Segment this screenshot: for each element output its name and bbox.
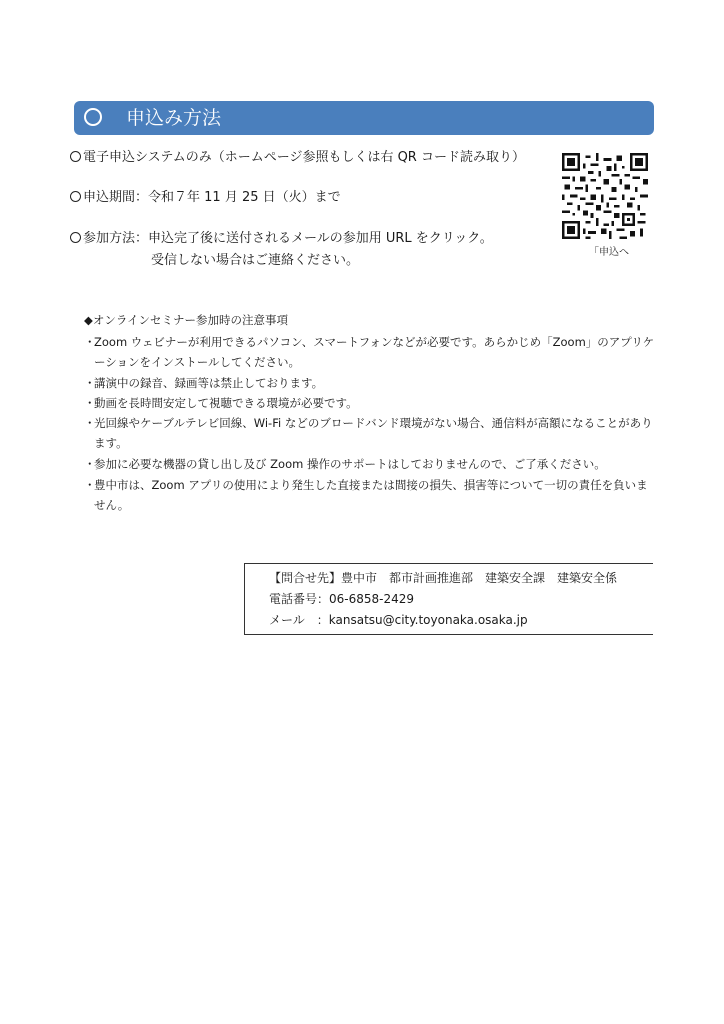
period-label: 申込期間： xyxy=(83,190,149,205)
list-item xyxy=(84,475,656,515)
apply-system-text: 電子申込システムのみ（ホームページ参照もしくは右 QR コード読み取り） xyxy=(83,150,525,165)
list-item xyxy=(84,393,656,413)
list-item-text: 講演中の録音、録画等は禁止しております。 xyxy=(94,376,324,390)
method-text-line1: 申込完了後に送付されるメールの参加用 URL をクリック。 xyxy=(148,231,493,246)
qr-caption: 「申込へ xyxy=(589,247,629,258)
period-value: 令和７年 11 月 25 日（火）まで xyxy=(148,190,341,205)
contact-box xyxy=(244,563,653,635)
list-item xyxy=(84,332,656,372)
section-banner xyxy=(74,101,654,135)
circle-icon xyxy=(84,108,102,126)
apply-system-line xyxy=(70,149,525,167)
list-item-text: 参加に必要な機器の貸し出し及び Zoom 操作のサポートはしておりませんので、ご了承ください。 xyxy=(94,457,606,471)
apply-period-line xyxy=(70,189,341,207)
bullet-dot: ・ xyxy=(84,335,96,349)
list-item-text: 光回線やケーブルテレビ回線、Wi-Fi などのブロードバンド環境がない場合、通信料が高額になることがあります。 xyxy=(94,416,653,450)
bullet-dot: ・ xyxy=(84,416,96,430)
bullet-dot: ・ xyxy=(84,396,96,410)
circle-bullet-icon xyxy=(70,151,81,162)
list-item xyxy=(84,413,656,453)
list-item xyxy=(84,373,656,393)
circle-bullet-icon xyxy=(70,191,81,202)
notes-title: ◆オンラインセミナー参加時の注意事項 xyxy=(84,313,288,327)
contact-email[interactable]: メール ：kansatsu@city.toyonaka.osaka.jp xyxy=(269,613,528,627)
bullet-dot: ・ xyxy=(84,478,96,492)
circle-bullet-icon xyxy=(70,232,81,243)
contact-phone: 電話番号：06-6858-2429 xyxy=(269,592,415,606)
list-item-text: 豊中市は、Zoom アプリの使用により発生した直接または間接の損失、損害等について一切の責任を負いません。 xyxy=(94,478,648,512)
list-item xyxy=(84,454,656,474)
contact-line: 【問合せ先】豊中市 都市計画推進部 建築安全課 建築安全係 xyxy=(269,571,618,585)
apply-method-line xyxy=(70,230,493,248)
method-text-line2: 受信しない場合はご連絡ください。 xyxy=(151,253,360,268)
section-title: 申込み方法 xyxy=(126,107,222,129)
bullet-dot: ・ xyxy=(84,457,96,471)
list-item-text: Zoom ウェビナーが利用できるパソコン、スマートフォンなどが必要です。あらかじめ「Zoom」のアプリケーションをインストールしてください。 xyxy=(94,335,655,369)
list-item-text: 動画を長時間安定して視聴できる環境が必要です。 xyxy=(94,396,358,410)
qr-code-icon[interactable] xyxy=(562,153,648,239)
bullet-dot: ・ xyxy=(84,376,96,390)
method-label: 参加方法： xyxy=(83,231,149,246)
